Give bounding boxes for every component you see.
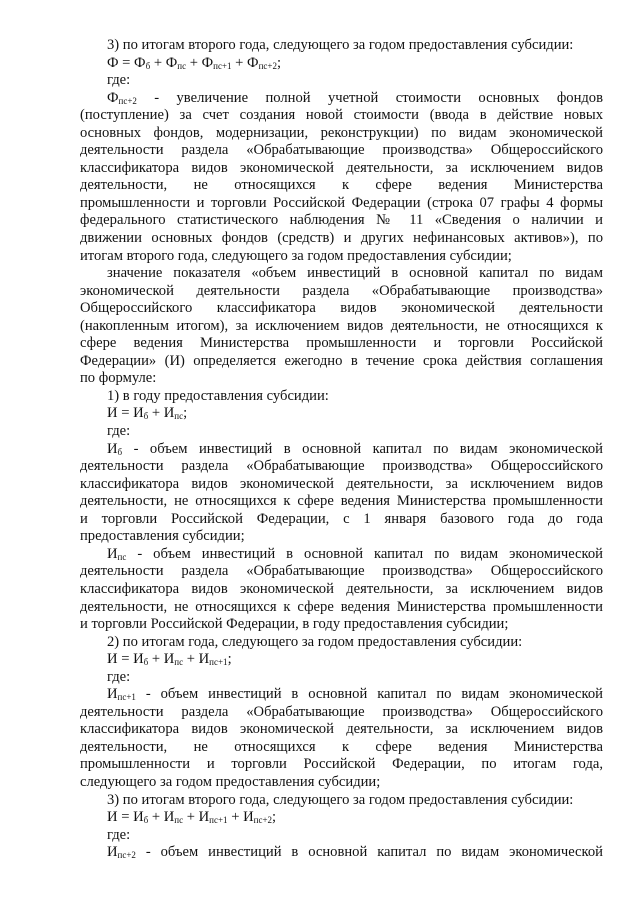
text-line: промышленности и торговли Российской Федерации (строка 07 графы 4 формы <box>80 194 603 211</box>
text-line: $И_{пс+1}$ - объем инвестиций в основной капитал по видам экономической <box>107 686 603 703</box>
text-line: (поступление) за счет создания новой стоимости (ввода в действие новых <box>80 107 603 124</box>
text-line: промышленности и торговли Российской Федерации, по итогам года, <box>80 756 603 773</box>
text-line: $Ф_{пс+2}$ - увеличение полной учетной стоимости основных фондов <box>107 89 603 106</box>
text-line: 2) по итогам года, следующего за годом предоставления субсидии: <box>107 633 523 650</box>
text-line: экономической деятельности раздела «Обрабатывающие производства» <box>80 282 603 299</box>
text-line: основных фондов, модернизации, реконструкции) по видам экономической <box>80 124 603 141</box>
text-line: 1) в году предоставления субсидии: <box>107 387 329 404</box>
text-line: $И = И_б + И_{пс}$; <box>107 405 188 422</box>
text-line: $И = И_б + И_{пс} + И_{пс+1} + И_{пс+2}$; <box>107 809 277 826</box>
text-line: по формуле: <box>80 370 157 387</box>
text-line: деятельности, не относящихся к сфере ведения Министерства промышленности <box>80 493 603 510</box>
text-line: деятельности, не относящихся к сфере ведения Министерства <box>80 177 603 194</box>
text-line: движении основных фондов (средств) и других нефинансовых активов»), по <box>80 230 603 247</box>
text-line: классификатора видов экономической деятельности, за исключением видов <box>80 475 603 492</box>
text-line: $И_{пс}$ - объем инвестиций в основной капитал по видам экономической <box>107 545 603 562</box>
text-line: (накопленным итогом), за исключением видов деятельности, не относящихся к <box>80 317 603 334</box>
text-line: предоставления субсидии; <box>80 528 245 545</box>
text-line: деятельности раздела «Обрабатывающие производства» Общероссийского <box>80 563 603 580</box>
text-line: $И_б$ - объем инвестиций в основной капитал по видам экономической <box>107 440 603 457</box>
text-line: деятельности раздела «Обрабатывающие производства» Общероссийского <box>80 458 603 475</box>
text-line: $Ф = Ф_б + Ф_{пс} + Ф_{пс+1} + Ф_{пс+2}$; <box>107 54 282 71</box>
text-line: 3) по итогам второго года, следующего за годом предоставления субсидии: <box>107 791 574 808</box>
text-line: и торговли Российской Федерации, в году предоставления субсидии; <box>80 616 509 633</box>
text-line: классификатора видов экономической деятельности, за исключением видов <box>80 721 603 738</box>
text-line: деятельности, не относящихся к сфере ведения Министерства промышленности <box>80 598 603 615</box>
text-line: где: <box>107 826 131 843</box>
text-line: деятельности, не относящихся к сфере ведения Министерства <box>80 738 603 755</box>
text-line: и торговли Российской Федерации, с 1 января базового года до года <box>80 510 603 527</box>
text-line: деятельности раздела «Обрабатывающие производства» Общероссийского <box>80 142 603 159</box>
text-line: Общероссийского классификатора видов экономической деятельности <box>80 300 603 317</box>
text-line: классификатора видов экономической деятельности, за исключением видов <box>80 580 603 597</box>
text-line: итогам второго года, следующего за годом предоставления субсидии; <box>80 247 512 264</box>
text-line: сфере ведения Министерства промышленности и торговли Российской <box>80 335 603 352</box>
text-line: где: <box>107 72 131 89</box>
text-line: деятельности раздела «Обрабатывающие производства» Общероссийского <box>80 703 603 720</box>
text-line: следующего за годом предоставления субсидии; <box>80 773 381 790</box>
document-page <box>80 37 603 862</box>
text-line: классификатора видов экономической деятельности, за исключением видов <box>80 159 603 176</box>
text-line: где: <box>107 423 131 440</box>
text-line: 3) по итогам второго года, следующего за годом предоставления субсидии: <box>107 37 574 53</box>
text-line: федерального статистического наблюдения № 11 «Сведения о наличии и <box>80 212 603 229</box>
text-line: $И_{пс+2}$ - объем инвестиций в основной капитал по видам экономической <box>107 844 603 861</box>
text-line: где: <box>107 668 131 685</box>
text-line: $И = И_б + И_{пс} + И_{пс+1}$; <box>107 651 232 668</box>
text-line: значение показателя «объем инвестиций в основной капитал по видам <box>107 265 603 282</box>
text-line: Федерации» (И) определяется ежегодно в течение срока действия соглашения <box>80 352 603 369</box>
